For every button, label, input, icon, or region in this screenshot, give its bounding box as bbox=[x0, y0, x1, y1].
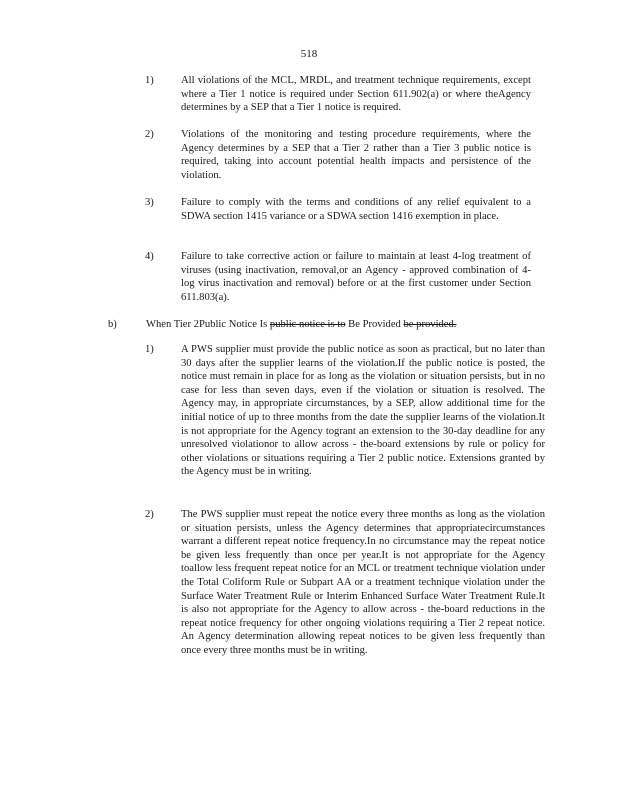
item-text: Failure to comply with the terms and conditions of any relief equivalent to a SDWA section 1415 variance or a SDWA section 1416 exemption in place. bbox=[181, 197, 531, 222]
struck-text: be provided. bbox=[403, 319, 457, 330]
item-number: 1) bbox=[145, 344, 154, 355]
item-number: 2) bbox=[145, 129, 154, 140]
item-number: 2) bbox=[145, 509, 154, 520]
heading-text: When Tier 2Public Notice Is bbox=[146, 319, 268, 330]
subsection-title bbox=[146, 318, 456, 332]
subsection-letter: b) bbox=[108, 319, 117, 330]
struck-text: public notice is to bbox=[269, 319, 346, 330]
item-text: Failure to take corrective action or failure to maintain at least 4-log treatment of viruses (using inactivation, removal,or an Agency - approved combination of 4- log virus inactivation and removal) before or at the first customer under Section 611.803(a). bbox=[181, 251, 531, 303]
page-number: 518 bbox=[300, 48, 318, 60]
item-number: 3) bbox=[145, 197, 154, 208]
item-number: 4) bbox=[145, 251, 154, 262]
heading-text: Be Provided bbox=[348, 319, 401, 330]
item-text: The PWS supplier must repeat the notice every three months as long as the violation or situation persists, unless the Agency determines that appropriatecircumstances warrant a different repeat notice frequency.In no circumstance may the repeat notice be given less frequently than once per year.It is not appropriate for the Agency toallow less frequent repeat notice for an MCL or treatment technique violation under the Total Coliform Rule or Subpart AA or a treatment technique violation under the Surface Water Treatment Rule or Interim Enhanced Surface Water Treatment Rule.It is also not appropriate for the Agency to allow across - the-board reductions in the repeat notice frequency for other ongoing violations requiring a Tier 2 repeat notice. An Agency determination allowing repeat notices to be given less frequently than once every three months must be in writing. bbox=[181, 509, 545, 656]
item-text: All violations of the MCL, MRDL, and treatment technique requirements, except where a Tier 1 notice is required under Section 611.902(a) or where theAgency determines by a SEP that a Tier 1 notice is required. bbox=[181, 75, 531, 114]
item-number: 1) bbox=[145, 75, 154, 86]
item-text: Violations of the monitoring and testing procedure requirements, where the Agency determines by a SEP that a Tier 2 rather than a Tier 3 public notice is required, taking into account potential health impacts and persistence of the violation. bbox=[181, 129, 531, 181]
item-text: A PWS supplier must provide the public notice as soon as practical, but no later than 30 days after the supplier learns of the violation.If the public notice is posted, the notice must remain in place for as long as the violation or situation persists, but in no case for less than seven days, even if the violation or situation is resolved. The Agency may, in appropriate circumstances, by a SEP, allow additional time for the initial notice of up to three months from the date the supplier learns of the violation.It is not appropriate for the Agency togrant an extension to the 30-day deadline for any unresolved violationor to allow across - the-board extensions by rule or policy for other violations or situations requiring a Tier 2 public notice. Extensions granted by the Agency must be in writing. bbox=[181, 344, 545, 478]
